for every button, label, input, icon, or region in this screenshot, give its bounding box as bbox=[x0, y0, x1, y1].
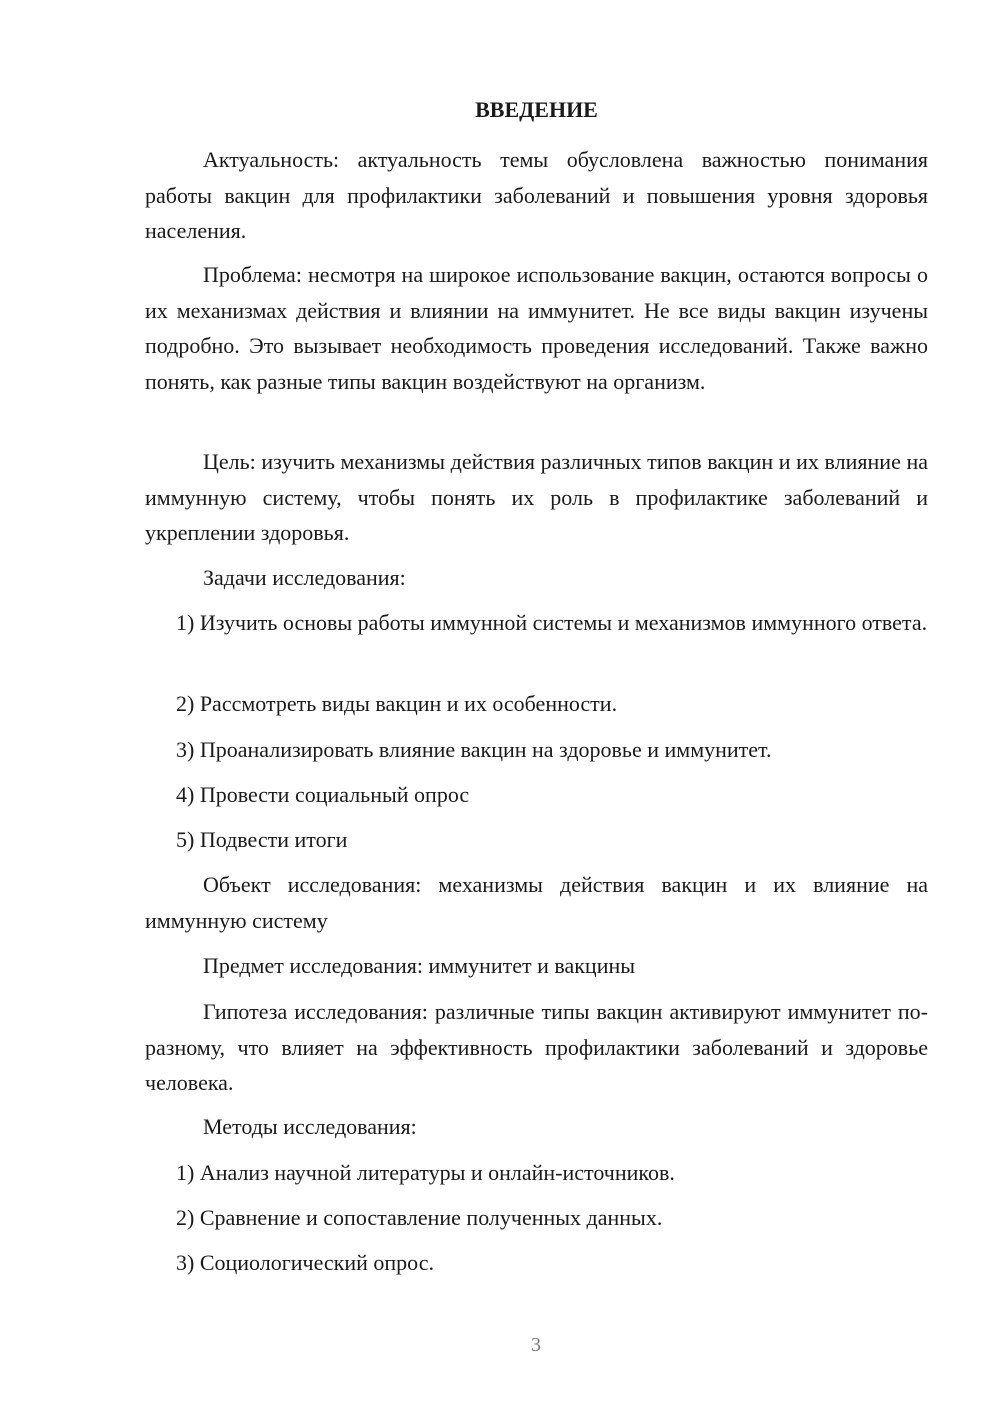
list-item-task-5: 5) Подвести итоги bbox=[176, 827, 348, 852]
page-number: 3 bbox=[531, 1334, 541, 1356]
list-item-task-1: 1) Изучить основы работы иммунной системы и механизмов иммунного ответа. bbox=[176, 610, 928, 635]
paragraph-goal: Цель: изучить механизмы действия различных типов вакцин и их влияние на иммунную систему, чтобы понять их роль в профилактике заболеваний и укреплении здоровья. bbox=[145, 449, 928, 545]
paragraph-hypothesis: Гипотеза исследования: различные типы вакцин активируют иммунитет по-разному, что влияет на эффективность профилактики заболеваний и здоровье человека. bbox=[145, 999, 928, 1095]
list-item-method-3: 3) Социологический опрос. bbox=[176, 1250, 434, 1275]
paragraph-relevance: Актуальность: актуальность темы обусловлена важностью понимания работы вакцин для профилактики заболеваний и повышения уровня здоровья населения. bbox=[145, 147, 928, 243]
paragraph-object: Объект исследования: механизмы действия вакцин и их влияние на иммунную систему bbox=[145, 872, 928, 933]
list-item-method-1: 1) Анализ научной литературы и онлайн-источников. bbox=[176, 1160, 675, 1185]
section-title: ВВЕДЕНИЕ bbox=[475, 97, 598, 122]
paragraph-subject: Предмет исследования: иммунитет и вакцины bbox=[203, 953, 636, 978]
paragraph-tasks-heading: Задачи исследования: bbox=[203, 565, 406, 590]
paragraph-methods-heading: Методы исследования: bbox=[203, 1114, 417, 1139]
list-item-task-4: 4) Провести социальный опрос bbox=[176, 782, 470, 807]
paragraph-problem: Проблема: несмотря на широкое использование вакцин, остаются вопросы о их механизмах действия и влиянии на иммунитет. Не все виды вакцин изучены подробно. Это вызывает необходимость проведения исследований. Также важно понять, как разные типы вакцин воздействуют на организм. bbox=[145, 262, 928, 394]
list-item-task-3: 3) Проанализировать влияние вакцин на здоровье и иммунитет. bbox=[176, 737, 772, 762]
list-item-method-2: 2) Сравнение и сопоставление полученных данных. bbox=[176, 1205, 663, 1230]
list-item-task-2: 2) Рассмотреть виды вакцин и их особенности. bbox=[176, 691, 618, 716]
